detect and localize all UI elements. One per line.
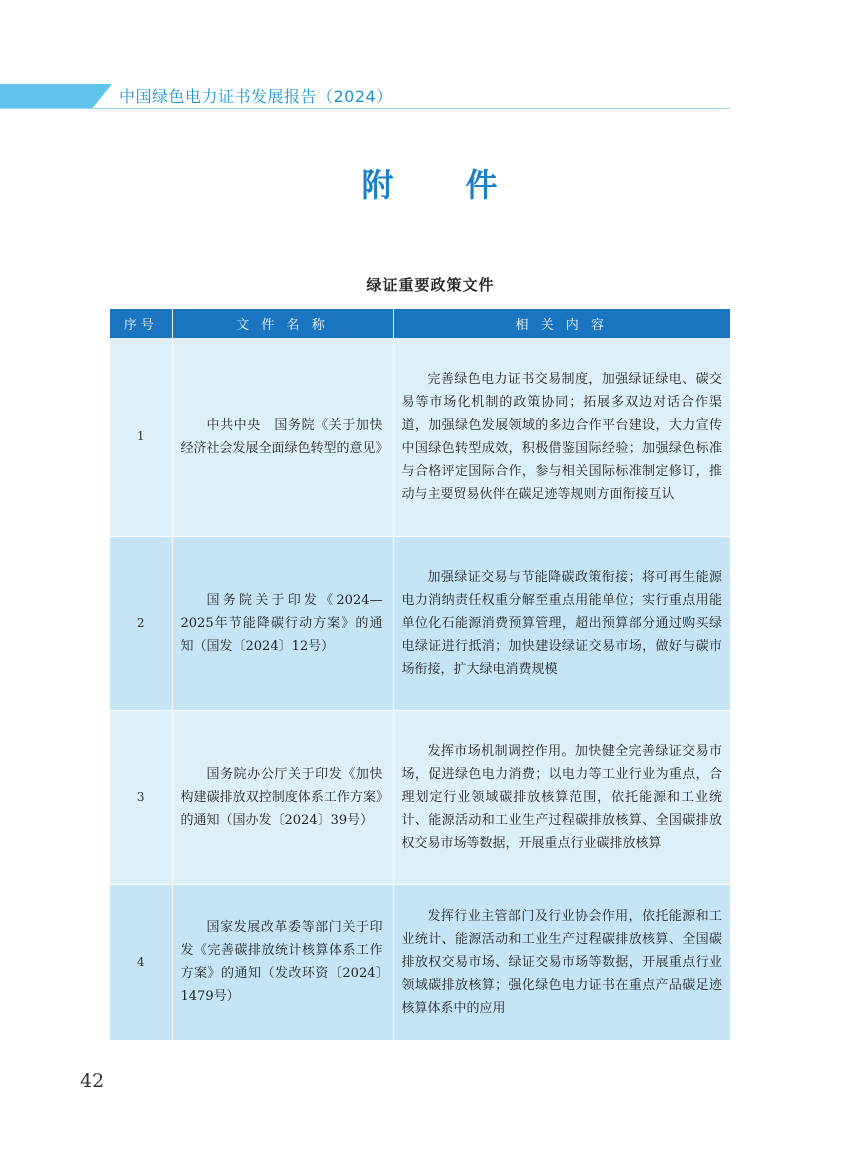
row-document xyxy=(172,338,393,536)
row-index: 3 xyxy=(110,710,172,884)
page-title-char-1: 附 xyxy=(361,166,396,204)
row-document-text: 国家发展改革委等部门关于印发《完善碳排放统计核算体系工作方案》的通知（发改环资〔2024〕1479号） xyxy=(180,920,383,1004)
row-content xyxy=(393,884,730,1040)
row-document xyxy=(172,710,393,884)
page-title xyxy=(0,160,861,206)
row-content-text: 发挥行业主管部门及行业协会作用，依托能源和工业统计、能源活动和工业生产过程碳排放核算、全国碳排放权交易市场、绿证交易市场等数据，开展重点行业领域碳排放核算；强化绿色电力证书在重点产品碳足迹核算体系中的应用 xyxy=(401,908,722,1016)
header-divider xyxy=(0,108,730,109)
header-index: 序号 xyxy=(110,309,172,338)
row-content xyxy=(393,536,730,710)
row-content-text: 发挥市场机制调控作用。加快健全完善绿证交易市场，促进绿色电力消费；以电力等工业行业为重点，合理划定行业领域碳排放核算范围，依托能源和工业统计、能源活动和工业生产过程碳排放核算、全国碳排放权交易市场等数据，开展重点行业碳排放核算 xyxy=(401,743,722,851)
row-content-text: 加强绿证交易与节能降碳政策衔接；将可再生能源电力消纳责任权重分解至重点用能单位；实行重点用能单位化石能源消费预算管理，超出预算部分通过购买绿电绿证进行抵消；加快建设绿证交易市场，做好与碳市场衔接，扩大绿电消费规模 xyxy=(401,569,722,677)
table-title: 绿证重要政策文件 xyxy=(366,276,495,294)
row-content xyxy=(393,710,730,884)
table-header-row xyxy=(110,309,730,338)
table-row xyxy=(110,536,730,710)
row-document-text: 国务院关于印发《2024—2025年节能降碳行动方案》的通知（国发〔2024〕12号） xyxy=(180,592,383,654)
header-accent-band xyxy=(0,84,112,109)
row-document xyxy=(172,884,393,1040)
row-content xyxy=(393,338,730,536)
row-content-text: 完善绿色电力证书交易制度，加强绿证绿电、碳交易等市场化机制的政策协同；拓展多双边对话合作渠道，加强绿色发展领域的多边合作平台建设，大力宣传中国绿色转型成效，积极借鉴国际经验；加强绿色标准与合格评定国际合作，参与相关国际标准制定修订，推动与主要贸易伙伴在碳足迹等规则方面衔接互认 xyxy=(401,371,722,502)
row-document xyxy=(172,536,393,710)
row-index: 2 xyxy=(110,536,172,710)
row-index: 1 xyxy=(110,338,172,536)
row-document-text: 国务院办公厅关于印发《加快构建碳排放双控制度体系工作方案》的通知（国办发〔2024〕39号） xyxy=(180,766,383,828)
table-row xyxy=(110,710,730,884)
policy-table xyxy=(110,309,730,1041)
table-row xyxy=(110,884,730,1040)
row-index: 4 xyxy=(110,884,172,1040)
header-content: 相 关 内 容 xyxy=(393,309,730,338)
row-document-text: 中共中央 国务院《关于加快经济社会发展全面绿色转型的意见》 xyxy=(180,417,389,456)
page-number: 42 xyxy=(80,1070,105,1092)
running-header-title: 中国绿色电力证书发展报告（2024） xyxy=(119,87,393,106)
table-row xyxy=(110,338,730,536)
header-document: 文 件 名 称 xyxy=(172,309,393,338)
page-title-char-2: 件 xyxy=(465,166,500,204)
